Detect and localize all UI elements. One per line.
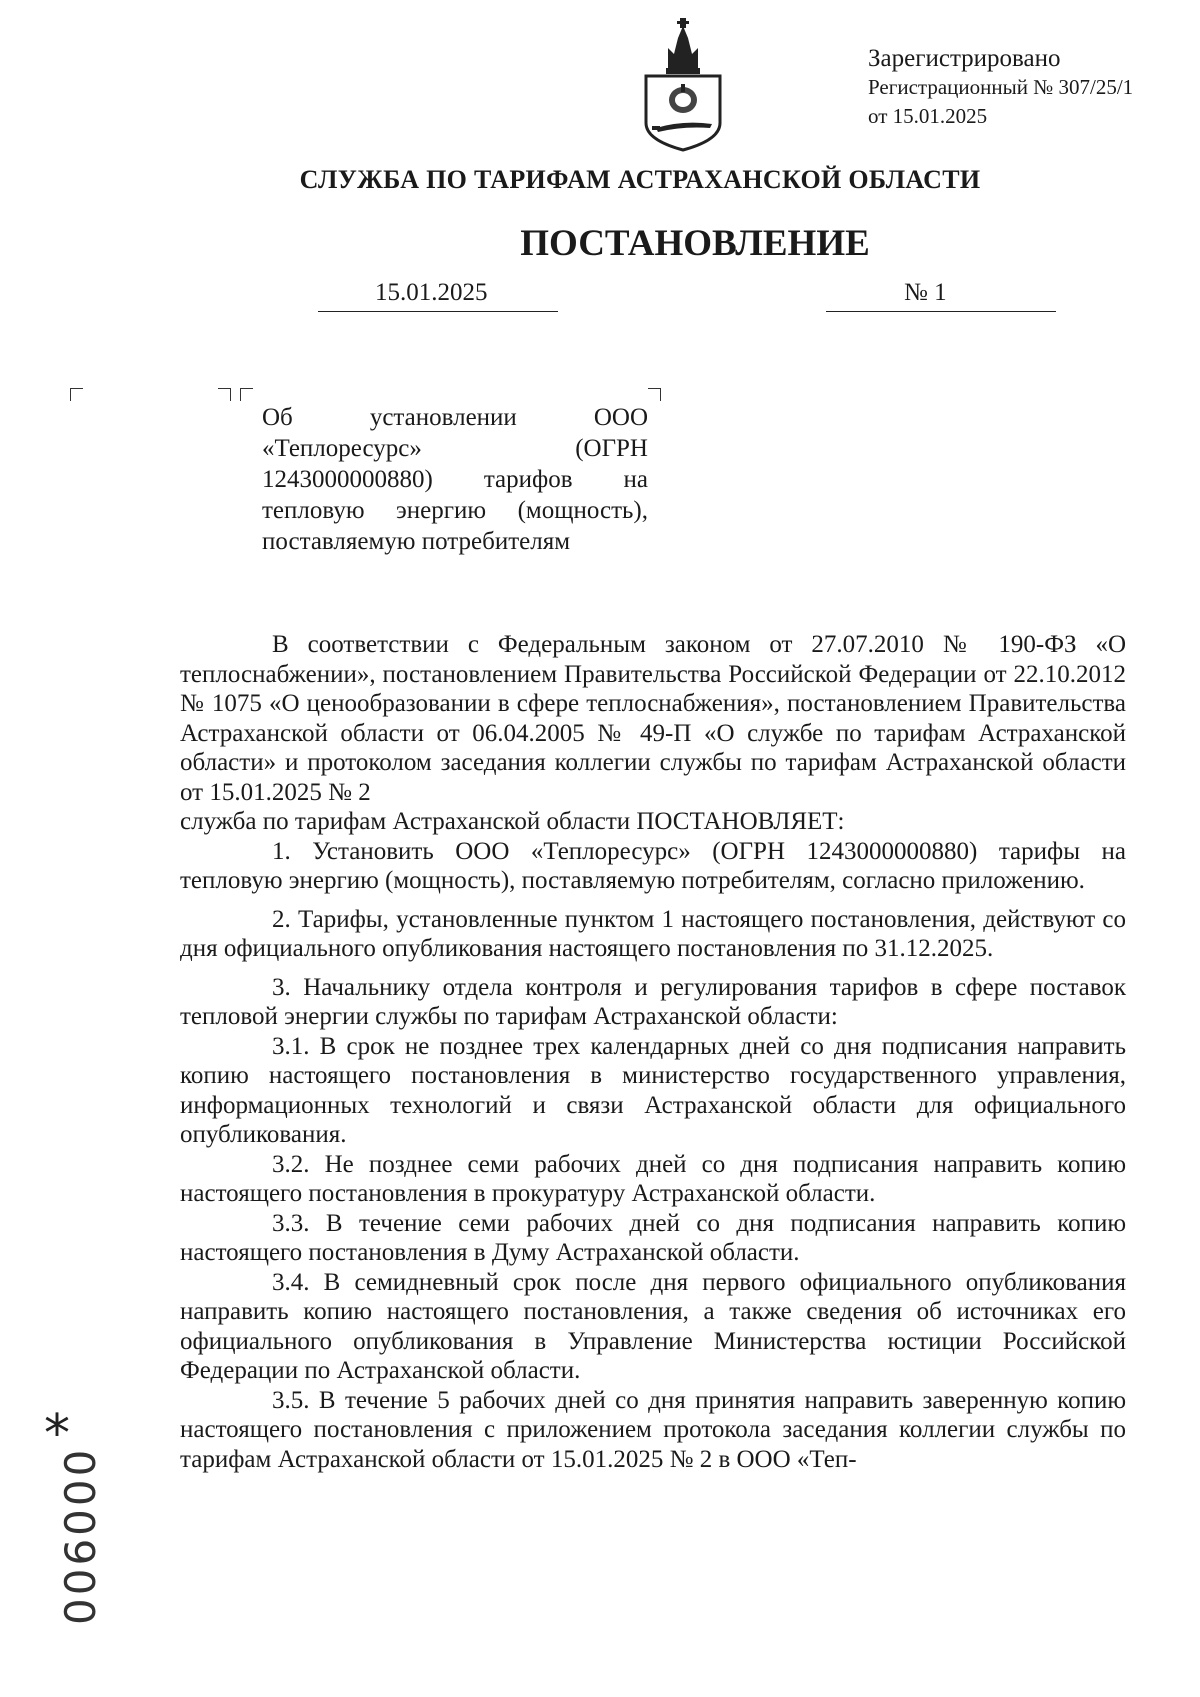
subject-corner-right — [648, 388, 661, 401]
margin-corner-mark — [70, 388, 83, 401]
coat-of-arms-icon — [638, 18, 728, 153]
clause-3-2: 3.2. Не позднее семи рабочих дней со дня подписания направить копию настоящего постановления в прокуратуру Астраханской области. — [180, 1150, 1126, 1207]
clause-2: 2. Тарифы, установленные пунктом 1 настоящего постановления, действуют со дня официального опубликования настоящего постановления по 31.12.2025. — [180, 905, 1126, 962]
document-body — [180, 630, 1126, 1474]
document-title: ПОСТАНОВЛЕНИЕ — [520, 223, 870, 264]
clause-3-1: 3.1. В срок не позднее трех календарных дней со дня подписания направить копию настоящего постановления в министерство государственного управления, информационных технологий и связи Астраханской области для официального опубликования. — [180, 1032, 1126, 1148]
registration-date: от 15.01.2025 — [868, 104, 988, 128]
registration-number: Регистрационный № 307/25/1 — [868, 75, 1134, 99]
margin-asterisk: * — [44, 1404, 70, 1464]
margin-stamp-number-text: 006000 — [56, 1446, 105, 1625]
clause-3-4: 3.4. В семидневный срок после дня первого официального опубликования направить копию настоящего постановления, а также сведения об источниках его официального опубликования в Управление Министерства юстиции Российской Федерации по Астраханской области. — [180, 1268, 1126, 1384]
document-number: № 1 — [904, 279, 947, 306]
document-date: 15.01.2025 — [375, 279, 488, 306]
clause-3: 3. Начальнику отдела контроля и регулирования тарифов в сфере поставок тепловой энергии службы по тарифам Астраханской области: — [180, 973, 1126, 1030]
registration-stamp — [868, 44, 1133, 131]
clause-1: 1. Установить ООО «Теплоресурс» (ОГРН 1243000000880) тарифы на тепловую энергию (мощность), поставляемую потребителям, согласно приложению. — [180, 837, 1126, 894]
clause-3-5: 3.5. В течение 5 рабочих дней со дня принятия направить заверенную копию настоящего постановления с приложением протокола заседания коллегии службы по тарифам Астраханской области от 15.01.2025 № 2 в ООО «Теп- — [180, 1386, 1126, 1473]
document-subject: Об установлении ООО «Теплоресурс» (ОГРН 1243000000880) тарифов на тепловую энергию (мощность), поставляемую потребителям — [262, 404, 648, 555]
resolution-line: служба по тарифам Астраханской области ПОСТАНОВЛЯЕТ: — [180, 808, 845, 835]
registration-label: Зарегистрировано — [868, 45, 1061, 72]
preamble-paragraph: В соответствии с Федеральным законом от 27.07.2010 № 190-ФЗ «О теплоснабжении», постановлением Правительства Российской Федерации от 22.10.2012 № 1075 «О ценообразовании в сфере теплоснабжения», постановлением Правительства Астраханской области от 06.04.2005 № 49-П «О службе по тарифам Астраханской области» и протоколом заседания коллегии службы по тарифам Астраханской области от 15.01.2025 № 2 — [180, 631, 1126, 806]
clause-3-3: 3.3. В течение семи рабочих дней со дня подписания направить копию настоящего постановления в Думу Астраханской области. — [180, 1209, 1126, 1266]
organization-name: СЛУЖБА ПО ТАРИФАМ АСТРАХАНСКОЙ ОБЛАСТИ — [299, 165, 981, 194]
subject-corner-left-outer — [218, 388, 231, 401]
subject-corner-left — [240, 388, 253, 401]
